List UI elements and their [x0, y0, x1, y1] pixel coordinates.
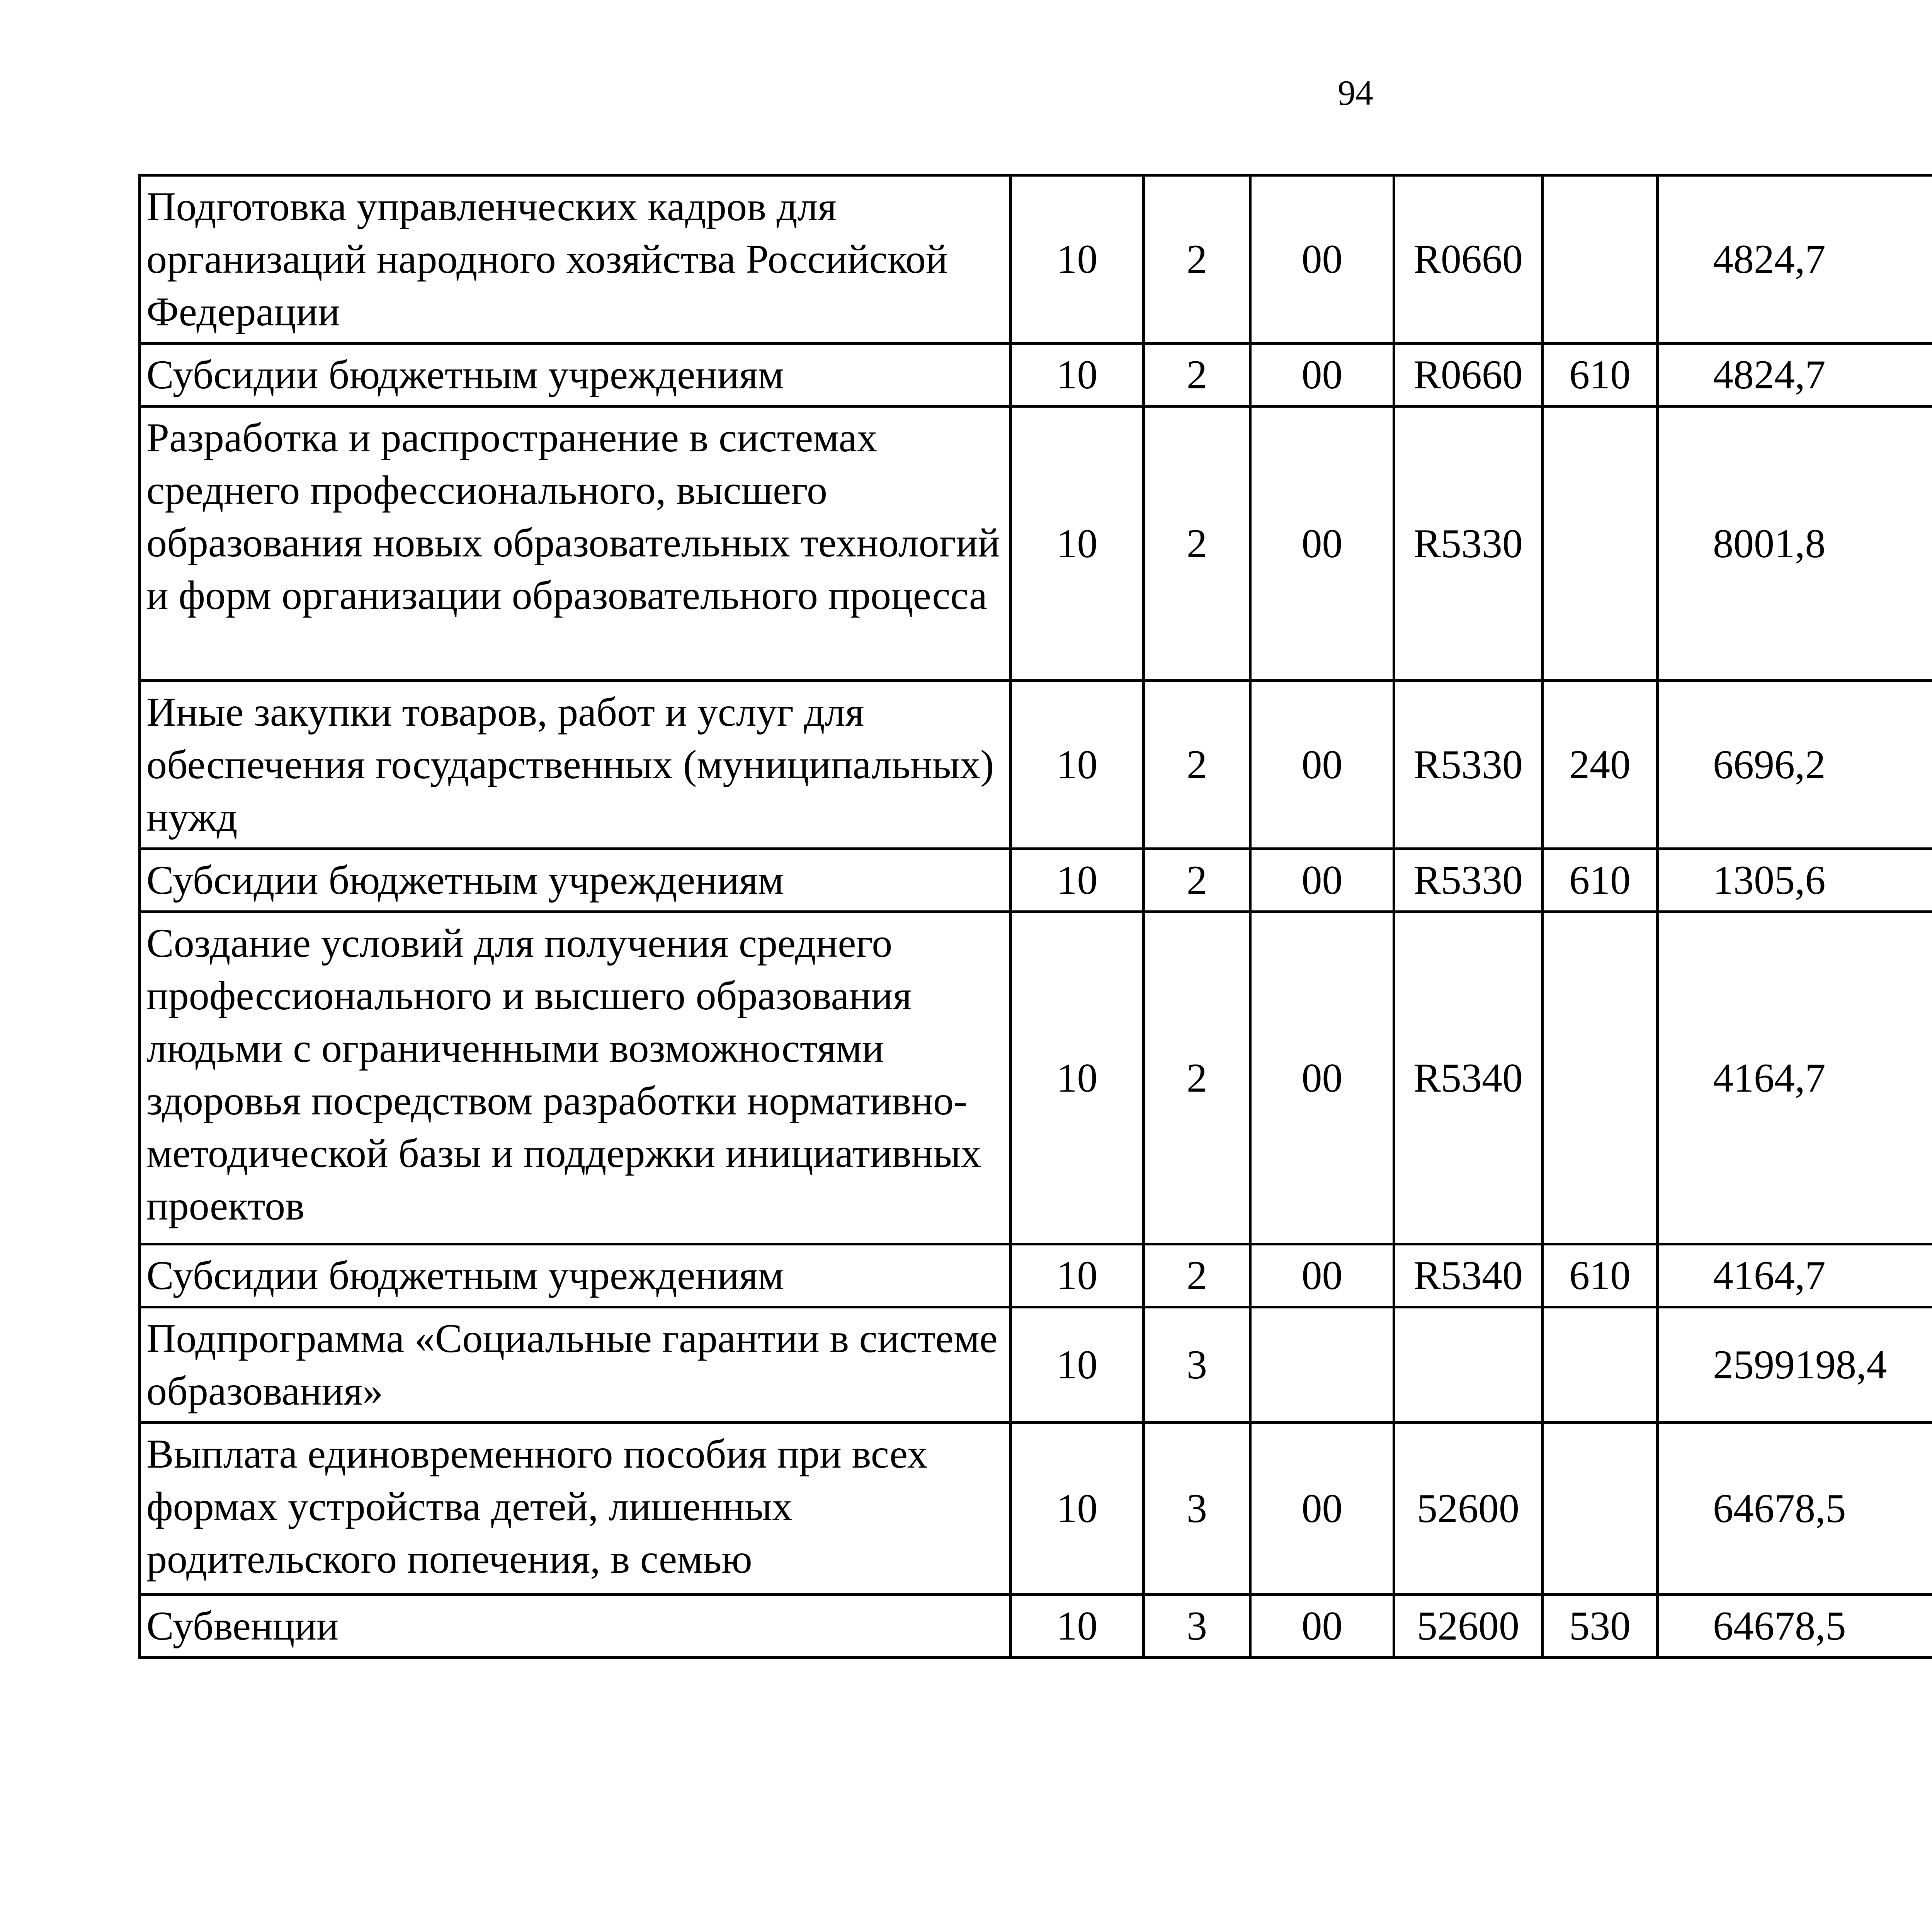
section-code: 10	[1011, 407, 1144, 681]
program-code: 00	[1250, 344, 1394, 407]
row-name: Субсидии бюджетным учреждениям	[140, 344, 1011, 407]
subsection-code: 3	[1144, 1423, 1250, 1595]
expense-type-code	[1543, 1307, 1658, 1423]
budget-table	[138, 174, 1932, 1659]
program-code: 00	[1250, 1244, 1394, 1307]
amount-year-1: 2599198,4	[1658, 1307, 1932, 1423]
expense-type-code: 610	[1543, 1244, 1658, 1307]
subsection-code: 2	[1144, 849, 1250, 912]
row-name: Субсидии бюджетным учреждениям	[140, 1244, 1011, 1307]
expense-type-code	[1543, 175, 1658, 344]
expense-type-code	[1543, 912, 1658, 1244]
amount-year-1: 64678,5	[1658, 1423, 1932, 1595]
table-row	[140, 407, 1932, 681]
program-code: 00	[1250, 912, 1394, 1244]
subsection-code: 2	[1144, 1244, 1250, 1307]
expense-type-code	[1543, 1423, 1658, 1595]
row-name: Иные закупки товаров, работ и услуг для обеспечения государственных (муниципальных) нужд	[140, 681, 1011, 849]
table-row	[140, 681, 1932, 849]
section-code: 10	[1011, 344, 1144, 407]
expense-type-code	[1543, 407, 1658, 681]
subsection-code: 2	[1144, 344, 1250, 407]
row-name: Субсидии бюджетным учреждениям	[140, 849, 1011, 912]
subsection-code: 2	[1144, 407, 1250, 681]
target-code	[1394, 1307, 1543, 1423]
table-row	[140, 849, 1932, 912]
expense-type-code: 240	[1543, 681, 1658, 849]
table-row	[140, 344, 1932, 407]
expense-type-code: 610	[1543, 849, 1658, 912]
amount-year-1: 4824,7	[1658, 344, 1932, 407]
subsection-code: 3	[1144, 1307, 1250, 1423]
row-name: Разработка и распространение в системах среднего профессионального, высшего образования новых образовательных технологий и форм организации образовательного процесса	[140, 407, 1011, 681]
section-code: 10	[1011, 681, 1144, 849]
target-code: R5330	[1394, 849, 1543, 912]
section-code: 10	[1011, 1307, 1144, 1423]
row-name: Подготовка управленческих кадров для организаций народного хозяйства Российской Федерации	[140, 175, 1011, 344]
section-code: 10	[1011, 1423, 1144, 1595]
subsection-code: 3	[1144, 1595, 1250, 1658]
amount-year-1: 4824,7	[1658, 175, 1932, 344]
amount-year-1: 6696,2	[1658, 681, 1932, 849]
row-name: Подпрограмма «Социальные гарантии в системе образования»	[140, 1307, 1011, 1423]
table-row	[140, 912, 1932, 1244]
section-code: 10	[1011, 912, 1144, 1244]
program-code: 00	[1250, 1595, 1394, 1658]
row-name: Выплата единовременного пособия при всех формах устройства детей, лишенных родительского попечения, в семью	[140, 1423, 1011, 1595]
program-code	[1250, 1307, 1394, 1423]
row-name: Создание условий для получения среднего профессионального и высшего образования людьми с ограниченными возможностями здоровья посредством разработки нормативно-методической базы и поддержки инициативных проектов	[140, 912, 1011, 1244]
table-row	[140, 1423, 1932, 1595]
amount-year-1: 1305,6	[1658, 849, 1932, 912]
program-code: 00	[1250, 849, 1394, 912]
subsection-code: 2	[1144, 175, 1250, 344]
target-code: R5330	[1394, 681, 1543, 849]
amount-year-1: 64678,5	[1658, 1595, 1932, 1658]
amount-year-1: 4164,7	[1658, 912, 1932, 1244]
expense-type-code: 530	[1543, 1595, 1658, 1658]
target-code: R0660	[1394, 175, 1543, 344]
table-row	[140, 175, 1932, 344]
table-row	[140, 1307, 1932, 1423]
target-code: R5340	[1394, 1244, 1543, 1307]
program-code: 00	[1250, 407, 1394, 681]
section-code: 10	[1011, 849, 1144, 912]
subsection-code: 2	[1144, 912, 1250, 1244]
section-code: 10	[1011, 175, 1144, 344]
page-number: 94	[1338, 73, 1373, 112]
table-row	[140, 1595, 1932, 1658]
row-name: Субвенции	[140, 1595, 1011, 1658]
program-code: 00	[1250, 175, 1394, 344]
target-code: 52600	[1394, 1423, 1543, 1595]
subsection-code: 2	[1144, 681, 1250, 849]
target-code: R5330	[1394, 407, 1543, 681]
section-code: 10	[1011, 1244, 1144, 1307]
target-code: R0660	[1394, 344, 1543, 407]
expense-type-code: 610	[1543, 344, 1658, 407]
target-code: R5340	[1394, 912, 1543, 1244]
section-code: 10	[1011, 1595, 1144, 1658]
program-code: 00	[1250, 681, 1394, 849]
target-code: 52600	[1394, 1595, 1543, 1658]
amount-year-1: 8001,8	[1658, 407, 1932, 681]
amount-year-1: 4164,7	[1658, 1244, 1932, 1307]
program-code: 00	[1250, 1423, 1394, 1595]
table-row	[140, 1244, 1932, 1307]
